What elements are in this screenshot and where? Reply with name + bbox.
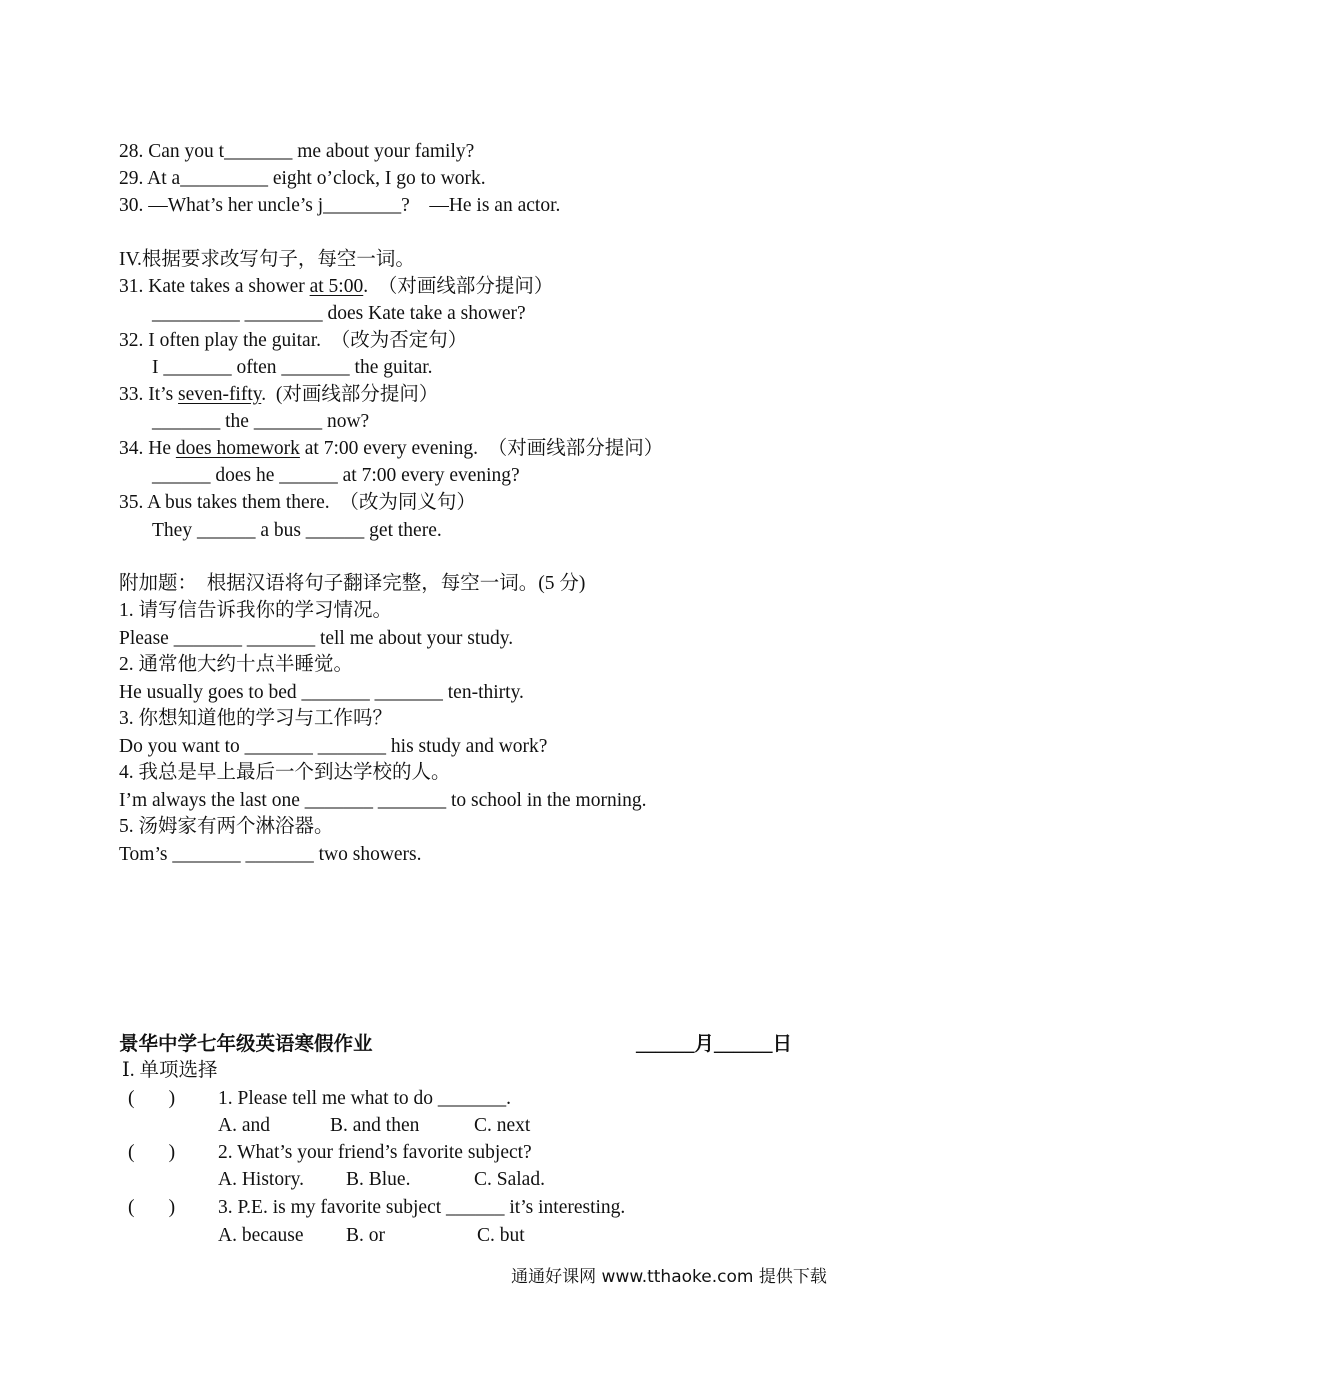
mc-question-1: 1. Please tell me what to do _______. [218,1088,511,1109]
bonus-5-en: Tom’s _______ _______ two showers. [119,844,422,865]
option-a: A. and [218,1115,270,1136]
option-a: A. History. [218,1169,304,1190]
section-iv-heading: IV.根据要求改写句子，每空一词。 [119,249,415,270]
option-a: A. because [218,1225,304,1246]
homework-date: ______月______日 [636,1034,793,1055]
section-i-heading: Ⅰ. 单项选择 [122,1060,218,1081]
bonus-5-cn: 5. 汤姆家有两个淋浴器。 [119,816,334,837]
mc-question-2: 2. What’s your friend’s favorite subject? [218,1142,532,1163]
option-b: B. Blue. [346,1169,411,1190]
mc-question-3: 3. P.E. is my favorite subject ______ it’s interesting. [218,1197,626,1218]
question-28: 28. Can you t_______ me about your family? [119,141,475,162]
bonus-4-cn: 4. 我总是早上最后一个到达学校的人。 [119,762,451,783]
bonus-4-en: I’m always the last one _______ _______ to school in the morning. [119,790,647,811]
option-b: B. and then [330,1115,420,1136]
question-30: 30. —What’s her uncle’s j________? —He is an actor. [119,195,561,216]
bonus-3-en: Do you want to _______ _______ his study and work? [119,736,548,757]
answer-bracket: ( ) [128,1088,176,1109]
bonus-2-cn: 2. 通常他大约十点半睡觉。 [119,654,354,675]
answer-31: _________ ________ does Kate take a shower? [152,303,526,324]
answer-32: I _______ often _______ the guitar. [152,357,433,378]
question-35: 35. A bus takes them there. （改为同义句） [119,492,476,513]
question-32: 32. I often play the guitar. （改为否定句） [119,330,468,351]
underlined-part: seven-fifty [178,384,262,405]
homework-title: 景华中学七年级英语寒假作业 [119,1034,373,1055]
underlined-part: at 5:00 [309,276,364,297]
answer-33: _______ the _______ now? [152,411,370,432]
option-c: C. but [477,1225,525,1246]
question-33: 33. It’s seven-fifty. (对画线部分提问） [119,384,439,405]
answer-34: ______ does he ______ at 7:00 every evening? [152,465,520,486]
bonus-3-cn: 3. 你想知道他的学习与工作吗？ [119,708,393,729]
answer-bracket: ( ) [128,1142,176,1163]
bonus-1-cn: 1. 请写信告诉我你的学习情况。 [119,600,393,621]
option-c: C. Salad. [474,1169,545,1190]
option-b: B. or [346,1225,385,1246]
answer-35: They ______ a bus ______ get there. [152,520,442,541]
bonus-heading: 附加题： 根据汉语将句子翻译完整，每空一词。(5 分) [119,573,586,594]
question-29: 29. At a_________ eight o’clock, I go to work. [119,168,486,189]
question-34: 34. He does homework at 7:00 every evening. （对画线部分提问） [119,438,664,459]
question-31: 31. Kate takes a shower at 5:00. （对画线部分提问） [119,276,554,297]
underlined-part: does homework [175,438,300,459]
bonus-2-en: He usually goes to bed _______ _______ ten-thirty. [119,682,524,703]
bonus-1-en: Please _______ _______ tell me about your study. [119,628,514,649]
option-c: C. next [474,1115,531,1136]
footer-source: 通通好课网 www.tthaoke.com 提供下载 [511,1267,827,1287]
answer-bracket: ( ) [128,1197,176,1218]
